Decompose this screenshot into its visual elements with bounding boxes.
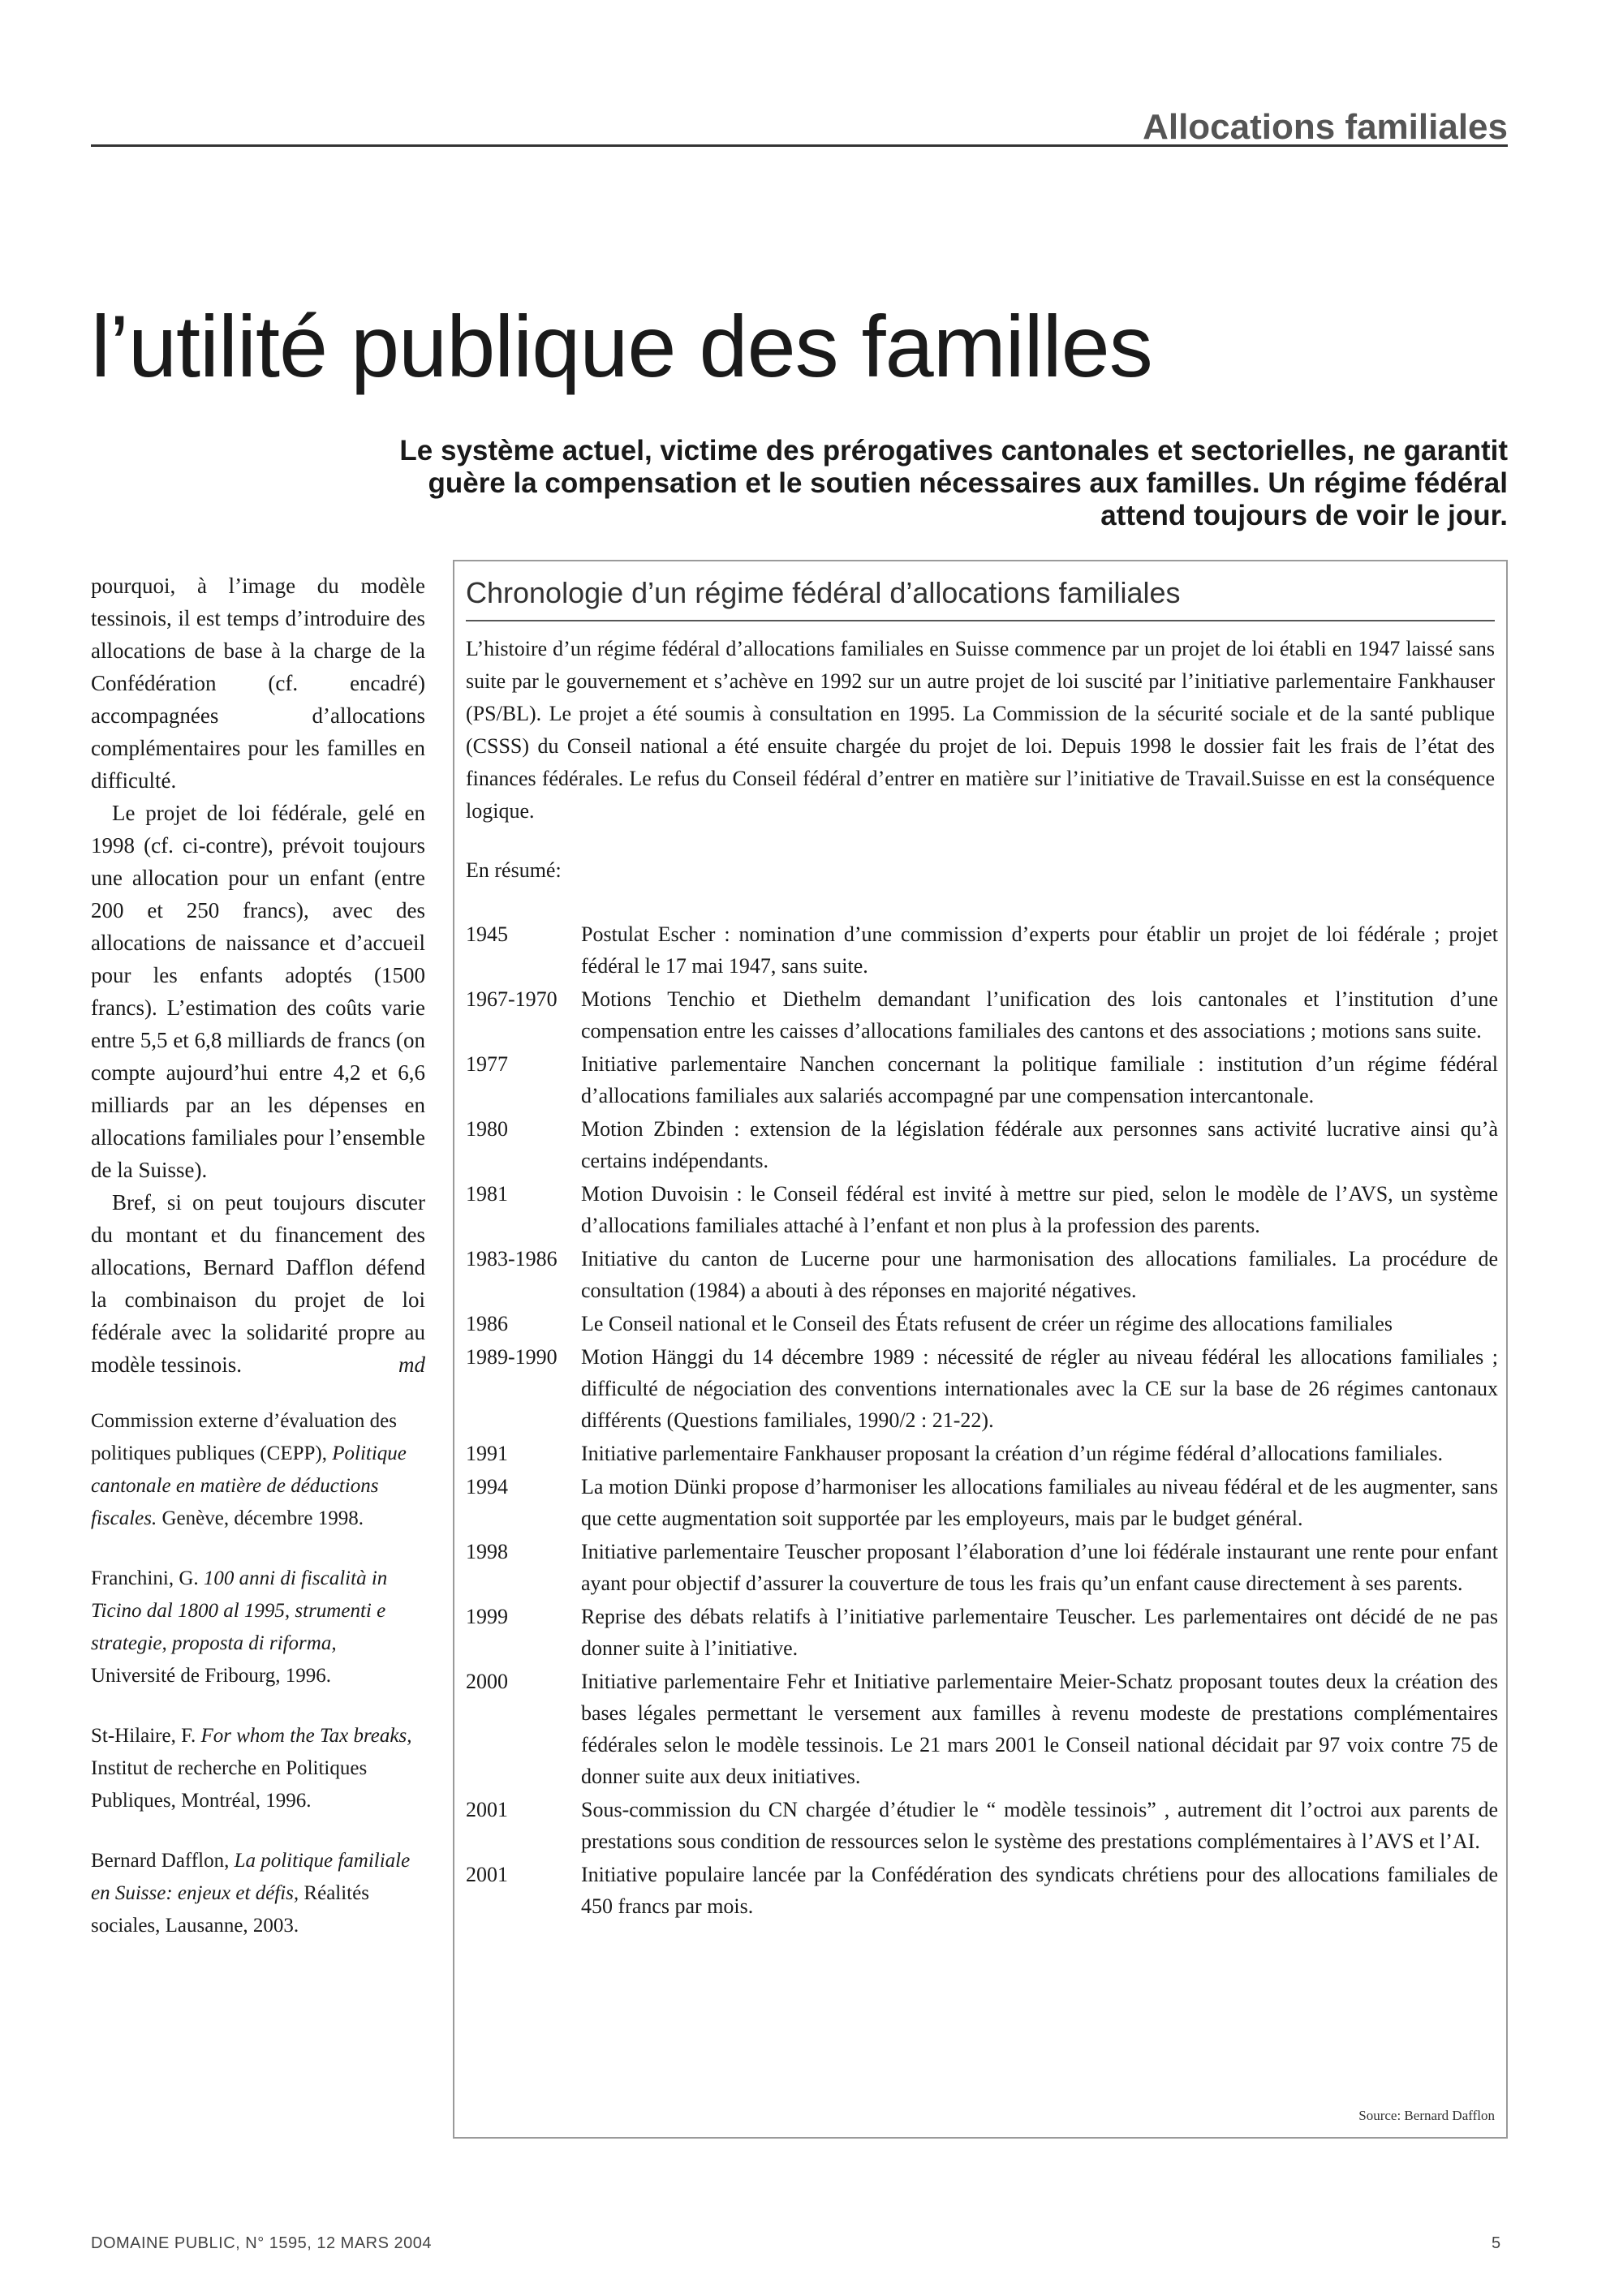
reference-work: La politique familiale en Suisse: enjeux et défis, — [91, 1850, 411, 1904]
chronology-entry — [466, 918, 1498, 982]
entry-text: Motion Duvoisin : le Conseil fédéral est invité à mettre sur pied, selon le modèle de l’AVS, un système d’allocations familiales attaché à l’enfant et non plus à la profession des parents. — [581, 1182, 1498, 1237]
entry-year: 1994 — [466, 1475, 508, 1498]
reference-author: Bernard Dafflon, — [91, 1850, 235, 1872]
entry-text: Initiative parlementaire Fehr et Initiative parlementaire Meier-Schatz proposant toutes deux la création des bases légales permettant le versement aux familles à revenu modeste de prestations complémentaires fédérales selon le modèle tessinois. Le 21 mars 2001 le Conseil national décidait par 97 voix contre 75 de donner suite aux deux initiatives. — [581, 1670, 1498, 1788]
reference-work: For whom the Tax breaks, — [200, 1725, 412, 1747]
chronology-entry — [466, 983, 1498, 1047]
footer-publication: DOMAINE PUBLIC, N° 1595, 12 MARS 2004 — [91, 2234, 432, 2252]
reference-publisher: Réalités sociales, Lausanne, 2003. — [91, 1882, 369, 1937]
reference-publisher: Institut de recherche en Politiques Publiques, Montréal, 1996. — [91, 1757, 368, 1812]
page-number: 5 — [1492, 2234, 1501, 2252]
entry-year: 1999 — [466, 1605, 508, 1628]
entry-text: Initiative parlementaire Nanchen concernant la politique familiale : institution d’un régime fédéral d’allocations familiales aux salariés accompagné par une compensation intercantonale. — [581, 1052, 1498, 1107]
chronology-entry — [466, 1859, 1498, 1922]
reference-author: St-Hilaire, F. — [91, 1725, 201, 1747]
entry-year: 1983-1986 — [466, 1247, 558, 1271]
chronology-entry — [466, 1243, 1498, 1306]
reference-publisher: Genève, décembre 1998. — [157, 1507, 364, 1529]
chronology-entry — [466, 1113, 1498, 1176]
entry-text: Initiative parlementaire Teuscher proposant l’élaboration d’une loi fédérale instaurant une rente pour enfant ayant pour objectif d’assurer la couverture de tous les frais qu’un enfant cause directement à ses parents. — [581, 1540, 1498, 1595]
left-column — [91, 570, 425, 1970]
chronology-entry — [466, 1308, 1498, 1339]
chronology-list — [466, 918, 1498, 1924]
chronology-entry — [466, 1178, 1498, 1241]
body-paragraph: Le projet de loi fédérale, gelé en 1998 (cf. ci-contre), prévoit toujours une allocation pour un enfant (entre 200 et 250 francs), avec des allocations de naissance et d’accueil pour les enfants adoptés (1500 francs). L’estimation des coûts varie entre 5,5 et 6,8 milliards de francs (on compte aujourd’hui entre 4,2 et 6,6 milliards par an les dépenses en allocations familiales pour l’ensemble de la Suisse). — [91, 801, 425, 1182]
chronology-intro: L’histoire d’un régime fédéral d’allocations familiales en Suisse commence par un projet de loi établi en 1947 laissé sans suite par le gouvernement et s’achève en 1992 sur un autre projet de loi suscité par l’initiative parlementaire Fankhauser (PS/BL). Le projet a été soumis à consultation en 1995. La Commission de la sécurité sociale et de la santé publique (CSSS) du Conseil national a été ensuite chargée du projet de loi. Depuis 1998 le dossier fait les frais de l’état des finances fédérales. Le refus du Conseil fédéral d’entrer en matière sur l’initiative de Travail.Suisse en est la conséquence logique. — [466, 637, 1495, 823]
entry-year: 2000 — [466, 1670, 508, 1693]
entry-text: Sous-commission du CN chargée d’étudier le “ modèle tessinois” , autrement dit l’octroi aux parents de prestations sous condition de ressources selon le système des prestations complémentaires à l’AVS et l’AI. — [581, 1798, 1498, 1853]
reference-item — [91, 1563, 425, 1692]
entry-year: 1945 — [466, 922, 508, 946]
entry-text: Initiative populaire lancée par la Confédération des syndicats chrétiens pour des allocations familiales de 450 francs par mois. — [581, 1863, 1498, 1918]
entry-year: 1986 — [466, 1312, 508, 1335]
entry-text: Postulat Escher : nomination d’une commission d’experts pour établir un projet de loi fédérale ; projet fédéral le 17 mai 1947, sans suite. — [581, 922, 1498, 978]
chronology-entry — [466, 1536, 1498, 1599]
page-title: l’utilité publique des familles — [91, 297, 1152, 396]
entry-text: Motion Hänggi du 14 décembre 1989 : nécessité de régler au niveau fédéral les allocations familiales ; difficulté de négociation des conventions internationales avec la CE sur la base de 26 régimes cantonaux différents (Questions familiales, 1990/2 : 21-22). — [581, 1345, 1498, 1432]
section-label: Allocations familiales — [1143, 107, 1508, 147]
chronology-source: Source: Bernard Dafflon — [1358, 2108, 1495, 2123]
entry-text: Initiative du canton de Lucerne pour une harmonisation des allocations familiales. La procédure de consultation (1984) a abouti à des réponses en majorité négatives. — [581, 1247, 1498, 1302]
chronology-entry — [466, 1438, 1498, 1469]
body-paragraph: pourquoi, à l’image du modèle tessinois, il est temps d’introduire des allocations de base à la charge de la Confédération (cf. encadré) accompagnées d’allocations complémentaires pour les familles en difficulté. — [91, 574, 425, 793]
reference-publisher: Université de Fribourg, 1996. — [91, 1665, 332, 1687]
entry-year: 1991 — [466, 1442, 508, 1465]
section-header — [91, 107, 1508, 147]
reference-author: Commission externe d’évaluation des politiques publiques (CEPP), — [91, 1410, 398, 1464]
reference-work: 100 anni di fiscalità in Ticino dal 1800 al 1995, strumenti e strategie, proposta di riforma, — [91, 1567, 388, 1654]
entry-year: 1977 — [466, 1052, 508, 1076]
chronology-entry — [466, 1341, 1498, 1436]
entry-text: Motions Tenchio et Diethelm demandant l’unification des lois cantonales et l’institution d’une compensation entre les caisses d’allocations familiales des cantons et des associations ; motions sans suite. — [581, 987, 1498, 1043]
entry-text: Motion Zbinden : extension de la législation fédérale aux personnes sans activité lucrative ainsi qu’à certains indépendants. — [581, 1117, 1498, 1172]
entry-text: Initiative parlementaire Fankhauser proposant la création d’un régime fédéral d’allocations familiales. — [581, 1442, 1443, 1465]
entry-year: 1980 — [466, 1117, 508, 1141]
chronology-entry — [466, 1666, 1498, 1792]
reference-item — [91, 1720, 425, 1817]
reference-work: Politique cantonale en matière de déductions fiscales. — [91, 1443, 407, 1529]
chronology-title: Chronologie d’un régime fédéral d’allocations familiales — [466, 576, 1495, 621]
chronology-entry — [466, 1048, 1498, 1111]
chronology-entry — [466, 1601, 1498, 1664]
reference-author: Franchini, G. — [91, 1567, 204, 1589]
entry-text: Le Conseil national et le Conseil des États refusent de créer un régime des allocations familiales — [581, 1312, 1393, 1335]
author-signature: md — [398, 1352, 425, 1377]
body-paragraph-text: Bref, si on peut toujours discuter du montant et du financement des allocations, Bernard Dafflon défend la combinaison du projet de loi fédérale avec la solidarité propre au modèle tessinois. — [91, 1190, 425, 1377]
entry-year: 1989-1990 — [466, 1345, 558, 1369]
chronology-entry — [466, 1471, 1498, 1534]
entry-year: 1981 — [466, 1182, 508, 1206]
entry-year: 1967-1970 — [466, 987, 558, 1011]
entry-year: 1998 — [466, 1540, 508, 1563]
summary-label: En résumé: — [466, 858, 562, 882]
entry-year: 2001 — [466, 1798, 508, 1821]
chronology-box — [453, 560, 1508, 2139]
body-paragraph — [91, 1186, 425, 1381]
lead-paragraph: Le système actuel, victime des prérogatives cantonales et sectorielles, ne garantit guère la compensation et le soutien nécessaires aux familles. Un régime fédéral attend toujours de voir le jour. — [399, 435, 1508, 531]
reference-item — [91, 1845, 425, 1942]
chronology-entry — [466, 1794, 1498, 1857]
entry-year: 2001 — [466, 1863, 508, 1886]
references — [91, 1405, 425, 1942]
entry-text: La motion Dünki propose d’harmoniser les allocations familiales au niveau fédéral et de les augmenter, sans que cette augmentation soit supportée par les employeurs, mais par le budget général. — [581, 1475, 1498, 1530]
entry-text: Reprise des débats relatifs à l’initiative parlementaire Teuscher. Les parlementaires ont décidé de ne pas donner suite à l’initiative. — [581, 1605, 1498, 1660]
reference-item — [91, 1405, 425, 1535]
